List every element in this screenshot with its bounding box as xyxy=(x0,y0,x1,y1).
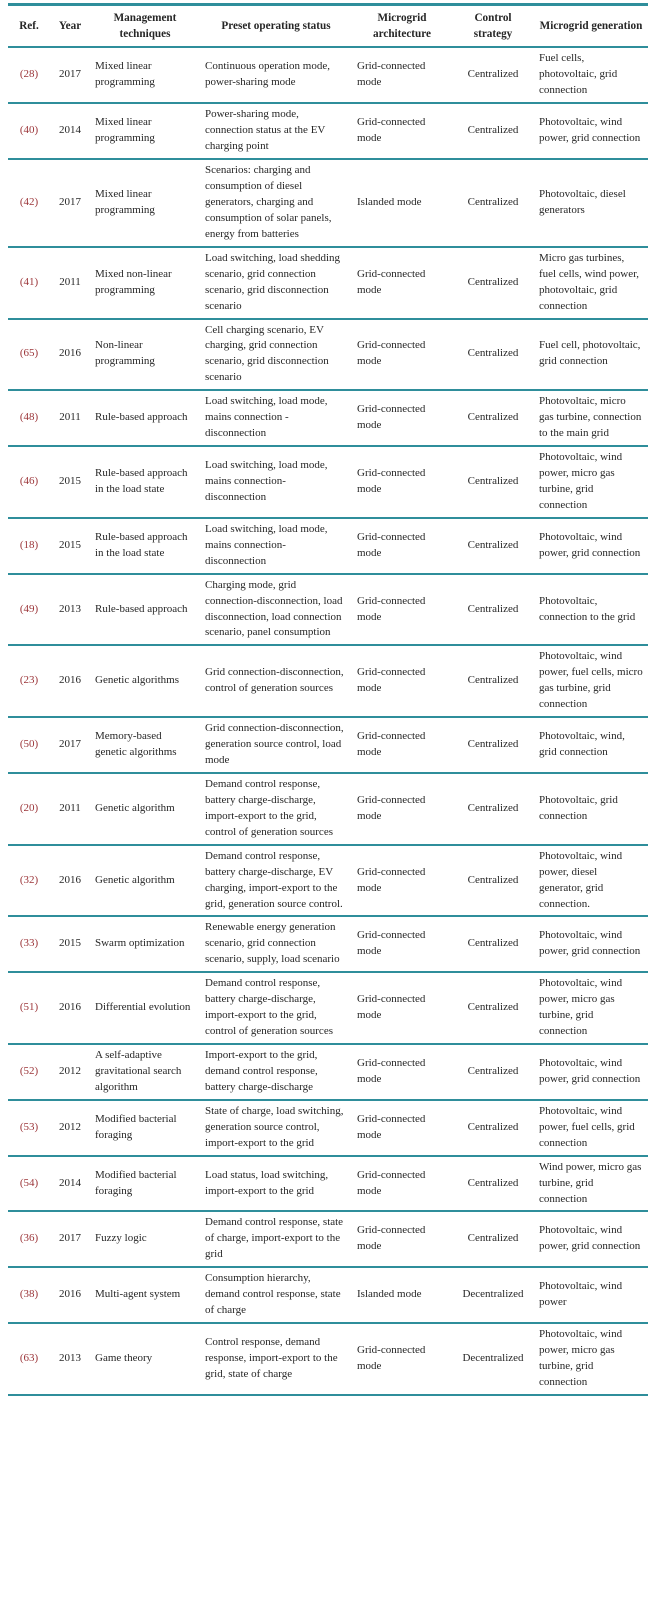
table-row xyxy=(8,390,648,446)
control-strategy-cell: Centralized xyxy=(452,446,534,518)
preset-operating-status-cell: Power-sharing mode, connection status at the EV charging point xyxy=(200,103,352,159)
table-row xyxy=(8,845,648,917)
preset-operating-status-cell: Load switching, load shedding scenario, grid connection scenario, grid disconnection scenario xyxy=(200,247,352,319)
management-technique-cell: Genetic algorithms xyxy=(90,645,200,717)
reference-cell: (48) xyxy=(8,390,50,446)
microgrid-architecture-cell: Grid-connected mode xyxy=(352,1156,452,1212)
preset-operating-status-cell: Load switching, load mode, mains connection-disconnection xyxy=(200,446,352,518)
management-technique-cell: Multi-agent system xyxy=(90,1267,200,1323)
year-cell: 2017 xyxy=(50,717,90,773)
microgrid-architecture-cell: Grid-connected mode xyxy=(352,1323,452,1395)
year-cell: 2011 xyxy=(50,247,90,319)
reference-cell: (54) xyxy=(8,1156,50,1212)
microgrid-architecture-cell: Grid-connected mode xyxy=(352,916,452,972)
table-row xyxy=(8,1323,648,1395)
header-ref: Ref. xyxy=(19,20,39,33)
header-control-strategy: Control strategy xyxy=(473,12,513,41)
year-cell: 2016 xyxy=(50,645,90,717)
year-cell: 2016 xyxy=(50,845,90,917)
preset-operating-status-cell: Load switching, load mode, mains connection-disconnection xyxy=(200,518,352,574)
management-technique-cell: A self-adaptive gravitational search algorithm xyxy=(90,1044,200,1100)
management-technique-cell: Fuzzy logic xyxy=(90,1211,200,1267)
microgrid-architecture-cell: Grid-connected mode xyxy=(352,1044,452,1100)
management-technique-cell: Modified bacterial foraging xyxy=(90,1100,200,1156)
table-row xyxy=(8,247,648,319)
table-row xyxy=(8,972,648,1044)
control-strategy-cell: Centralized xyxy=(452,319,534,391)
preset-operating-status-cell: Continuous operation mode, power-sharing mode xyxy=(200,47,352,103)
reference-cell: (28) xyxy=(8,47,50,103)
control-strategy-cell: Decentralized xyxy=(452,1267,534,1323)
management-technique-cell: Modified bacterial foraging xyxy=(90,1156,200,1212)
microgrid-architecture-cell: Grid-connected mode xyxy=(352,47,452,103)
table-row xyxy=(8,319,648,391)
table-row xyxy=(8,717,648,773)
management-technique-cell: Differential evolution xyxy=(90,972,200,1044)
reference-cell: (46) xyxy=(8,446,50,518)
microgrid-architecture-cell: Grid-connected mode xyxy=(352,103,452,159)
microgrid-architecture-cell: Grid-connected mode xyxy=(352,574,452,646)
microgrid-generation-cell: Fuel cells, photovoltaic, grid connection xyxy=(534,47,648,103)
header-year: Year xyxy=(58,20,82,33)
preset-operating-status-cell: Load switching, load mode, mains connection -disconnection xyxy=(200,390,352,446)
control-strategy-cell: Centralized xyxy=(452,159,534,247)
reference-cell: (52) xyxy=(8,1044,50,1100)
preset-operating-status-cell: State of charge, load switching, generation source control, import-export to the grid xyxy=(200,1100,352,1156)
year-cell: 2015 xyxy=(50,518,90,574)
management-technique-cell: Rule-based approach in the load state xyxy=(90,518,200,574)
table-row xyxy=(8,1044,648,1100)
reference-cell: (36) xyxy=(8,1211,50,1267)
preset-operating-status-cell: Scenarios: charging and consumption of diesel generators, charging and consumption of solar panels, energy from batteries xyxy=(200,159,352,247)
control-strategy-cell: Centralized xyxy=(452,390,534,446)
microgrid-architecture-cell: Grid-connected mode xyxy=(352,247,452,319)
header-microgrid-architecture: Microgrid architecture xyxy=(373,12,431,41)
table-row xyxy=(8,1156,648,1212)
table-row xyxy=(8,916,648,972)
table-body xyxy=(8,47,648,1394)
control-strategy-cell: Centralized xyxy=(452,916,534,972)
control-strategy-cell: Centralized xyxy=(452,247,534,319)
control-strategy-cell: Centralized xyxy=(452,972,534,1044)
preset-operating-status-cell: Charging mode, grid connection-disconnection, load disconnection, load connection scenario, panel consumption xyxy=(200,574,352,646)
microgrid-architecture-cell: Grid-connected mode xyxy=(352,972,452,1044)
microgrid-generation-cell: Photovoltaic, wind power, fuel cells, micro gas turbine, grid connection xyxy=(534,645,648,717)
reference-cell: (33) xyxy=(8,916,50,972)
microgrid-architecture-cell: Grid-connected mode xyxy=(352,717,452,773)
microgrid-generation-cell: Photovoltaic, grid connection xyxy=(534,773,648,845)
reference-cell: (65) xyxy=(8,319,50,391)
reference-cell: (40) xyxy=(8,103,50,159)
microgrid-generation-cell: Photovoltaic, connection to the grid xyxy=(534,574,648,646)
microgrid-generation-cell: Photovoltaic, wind power, grid connection xyxy=(534,103,648,159)
control-strategy-cell: Centralized xyxy=(452,1100,534,1156)
microgrid-generation-cell: Photovoltaic, wind power, micro gas turbine, grid connection xyxy=(534,1323,648,1395)
microgrid-architecture-cell: Grid-connected mode xyxy=(352,518,452,574)
management-technique-cell: Mixed non-linear programming xyxy=(90,247,200,319)
year-cell: 2011 xyxy=(50,773,90,845)
table-row xyxy=(8,159,648,247)
preset-operating-status-cell: Import-export to the grid, demand control response, battery charge-discharge xyxy=(200,1044,352,1100)
microgrid-generation-cell: Photovoltaic, wind, grid connection xyxy=(534,717,648,773)
table-row xyxy=(8,1211,648,1267)
table-row xyxy=(8,773,648,845)
reference-cell: (20) xyxy=(8,773,50,845)
management-technique-cell: Mixed linear programming xyxy=(90,47,200,103)
year-cell: 2014 xyxy=(50,103,90,159)
year-cell: 2013 xyxy=(50,1323,90,1395)
reference-cell: (51) xyxy=(8,972,50,1044)
control-strategy-cell: Decentralized xyxy=(452,1323,534,1395)
control-strategy-cell: Centralized xyxy=(452,645,534,717)
year-cell: 2015 xyxy=(50,916,90,972)
preset-operating-status-cell: Demand control response, battery charge-discharge, import-export to the grid, control of generation sources xyxy=(200,972,352,1044)
control-strategy-cell: Centralized xyxy=(452,717,534,773)
microgrid-generation-cell: Photovoltaic, wind power, grid connection xyxy=(534,1044,648,1100)
reference-cell: (50) xyxy=(8,717,50,773)
control-strategy-cell: Centralized xyxy=(452,1156,534,1212)
microgrid-architecture-cell: Grid-connected mode xyxy=(352,845,452,917)
preset-operating-status-cell: Consumption hierarchy, demand control response, state of charge xyxy=(200,1267,352,1323)
control-strategy-cell: Centralized xyxy=(452,1211,534,1267)
year-cell: 2013 xyxy=(50,574,90,646)
microgrid-generation-cell: Fuel cell, photovoltaic, grid connection xyxy=(534,319,648,391)
preset-operating-status-cell: Demand control response, battery charge-discharge, import-export to the grid, control of generation sources xyxy=(200,773,352,845)
microgrid-generation-cell: Photovoltaic, wind power, diesel generator, grid connection. xyxy=(534,845,648,917)
management-technique-cell: Rule-based approach xyxy=(90,574,200,646)
management-technique-cell: Mixed linear programming xyxy=(90,159,200,247)
microgrid-generation-cell: Micro gas turbines, fuel cells, wind power, photovoltaic, grid connection xyxy=(534,247,648,319)
table-row xyxy=(8,518,648,574)
microgrid-generation-cell: Photovoltaic, wind power, grid connection xyxy=(534,518,648,574)
year-cell: 2012 xyxy=(50,1044,90,1100)
year-cell: 2014 xyxy=(50,1156,90,1212)
year-cell: 2016 xyxy=(50,319,90,391)
reference-cell: (63) xyxy=(8,1323,50,1395)
year-cell: 2012 xyxy=(50,1100,90,1156)
header-preset-operating-status: Preset operating status xyxy=(221,20,331,33)
preset-operating-status-cell: Demand control response, battery charge-discharge, EV charging, import-export to the grid, generation source control. xyxy=(200,845,352,917)
year-cell: 2017 xyxy=(50,1211,90,1267)
microgrid-generation-cell: Photovoltaic, wind power, fuel cells, grid connection xyxy=(534,1100,648,1156)
control-strategy-cell: Centralized xyxy=(452,103,534,159)
management-technique-cell: Rule-based approach in the load state xyxy=(90,446,200,518)
reference-cell: (23) xyxy=(8,645,50,717)
microgrid-architecture-cell: Islanded mode xyxy=(352,159,452,247)
header-management-techniques: Management techniques xyxy=(113,12,177,41)
preset-operating-status-cell: Demand control response, state of charge, import-export to the grid xyxy=(200,1211,352,1267)
microgrid-generation-cell: Photovoltaic, micro gas turbine, connection to the main grid xyxy=(534,390,648,446)
control-strategy-cell: Centralized xyxy=(452,518,534,574)
control-strategy-cell: Centralized xyxy=(452,845,534,917)
year-cell: 2011 xyxy=(50,390,90,446)
microgrid-generation-cell: Wind power, micro gas turbine, grid connection xyxy=(534,1156,648,1212)
microgrid-generation-cell: Photovoltaic, diesel generators xyxy=(534,159,648,247)
microgrid-generation-cell: Photovoltaic, wind power, micro gas turbine, grid connection xyxy=(534,446,648,518)
management-technique-cell: Genetic algorithm xyxy=(90,845,200,917)
header-row xyxy=(8,5,648,48)
year-cell: 2015 xyxy=(50,446,90,518)
reference-cell: (49) xyxy=(8,574,50,646)
management-technique-cell: Genetic algorithm xyxy=(90,773,200,845)
table-row xyxy=(8,574,648,646)
reference-cell: (38) xyxy=(8,1267,50,1323)
management-technique-cell: Memory-based genetic algorithms xyxy=(90,717,200,773)
management-technique-cell: Swarm optimization xyxy=(90,916,200,972)
preset-operating-status-cell: Renewable energy generation scenario, grid connection scenario, supply, load scenario xyxy=(200,916,352,972)
table-row xyxy=(8,1267,648,1323)
microgrid-architecture-cell: Islanded mode xyxy=(352,1267,452,1323)
table-row xyxy=(8,645,648,717)
control-strategy-cell: Centralized xyxy=(452,1044,534,1100)
preset-operating-status-cell: Control response, demand response, import-export to the grid, state of charge xyxy=(200,1323,352,1395)
management-technique-cell: Mixed linear programming xyxy=(90,103,200,159)
year-cell: 2017 xyxy=(50,47,90,103)
reference-cell: (41) xyxy=(8,247,50,319)
microgrid-architecture-cell: Grid-connected mode xyxy=(352,645,452,717)
microgrid-architecture-cell: Grid-connected mode xyxy=(352,1211,452,1267)
year-cell: 2017 xyxy=(50,159,90,247)
header-microgrid-generation: Microgrid generation xyxy=(539,20,643,33)
microgrid-generation-cell: Photovoltaic, wind power, grid connection xyxy=(534,916,648,972)
management-technique-cell: Game theory xyxy=(90,1323,200,1395)
table-header xyxy=(8,5,648,48)
reference-cell: (32) xyxy=(8,845,50,917)
year-cell: 2016 xyxy=(50,1267,90,1323)
reference-cell: (42) xyxy=(8,159,50,247)
preset-operating-status-cell: Cell charging scenario, EV charging, grid connection scenario, grid disconnection scenario xyxy=(200,319,352,391)
control-strategy-cell: Centralized xyxy=(452,773,534,845)
preset-operating-status-cell: Grid connection-disconnection, control of generation sources xyxy=(200,645,352,717)
microgrid-architecture-cell: Grid-connected mode xyxy=(352,390,452,446)
preset-operating-status-cell: Load status, load switching, import-export to the grid xyxy=(200,1156,352,1212)
microgrid-architecture-cell: Grid-connected mode xyxy=(352,446,452,518)
reference-cell: (18) xyxy=(8,518,50,574)
microgrid-generation-cell: Photovoltaic, wind power, grid connection xyxy=(534,1211,648,1267)
microgrid-generation-cell: Photovoltaic, wind power, micro gas turbine, grid connection xyxy=(534,972,648,1044)
table-row xyxy=(8,1100,648,1156)
microgrid-architecture-cell: Grid-connected mode xyxy=(352,773,452,845)
management-techniques-table xyxy=(8,3,648,1396)
control-strategy-cell: Centralized xyxy=(452,47,534,103)
microgrid-architecture-cell: Grid-connected mode xyxy=(352,1100,452,1156)
table-row xyxy=(8,446,648,518)
microgrid-architecture-cell: Grid-connected mode xyxy=(352,319,452,391)
table-row xyxy=(8,47,648,103)
control-strategy-cell: Centralized xyxy=(452,574,534,646)
management-technique-cell: Rule-based approach xyxy=(90,390,200,446)
reference-cell: (53) xyxy=(8,1100,50,1156)
table-row xyxy=(8,103,648,159)
management-technique-cell: Non-linear programming xyxy=(90,319,200,391)
preset-operating-status-cell: Grid connection-disconnection, generation source control, load mode xyxy=(200,717,352,773)
year-cell: 2016 xyxy=(50,972,90,1044)
microgrid-generation-cell: Photovoltaic, wind power xyxy=(534,1267,648,1323)
